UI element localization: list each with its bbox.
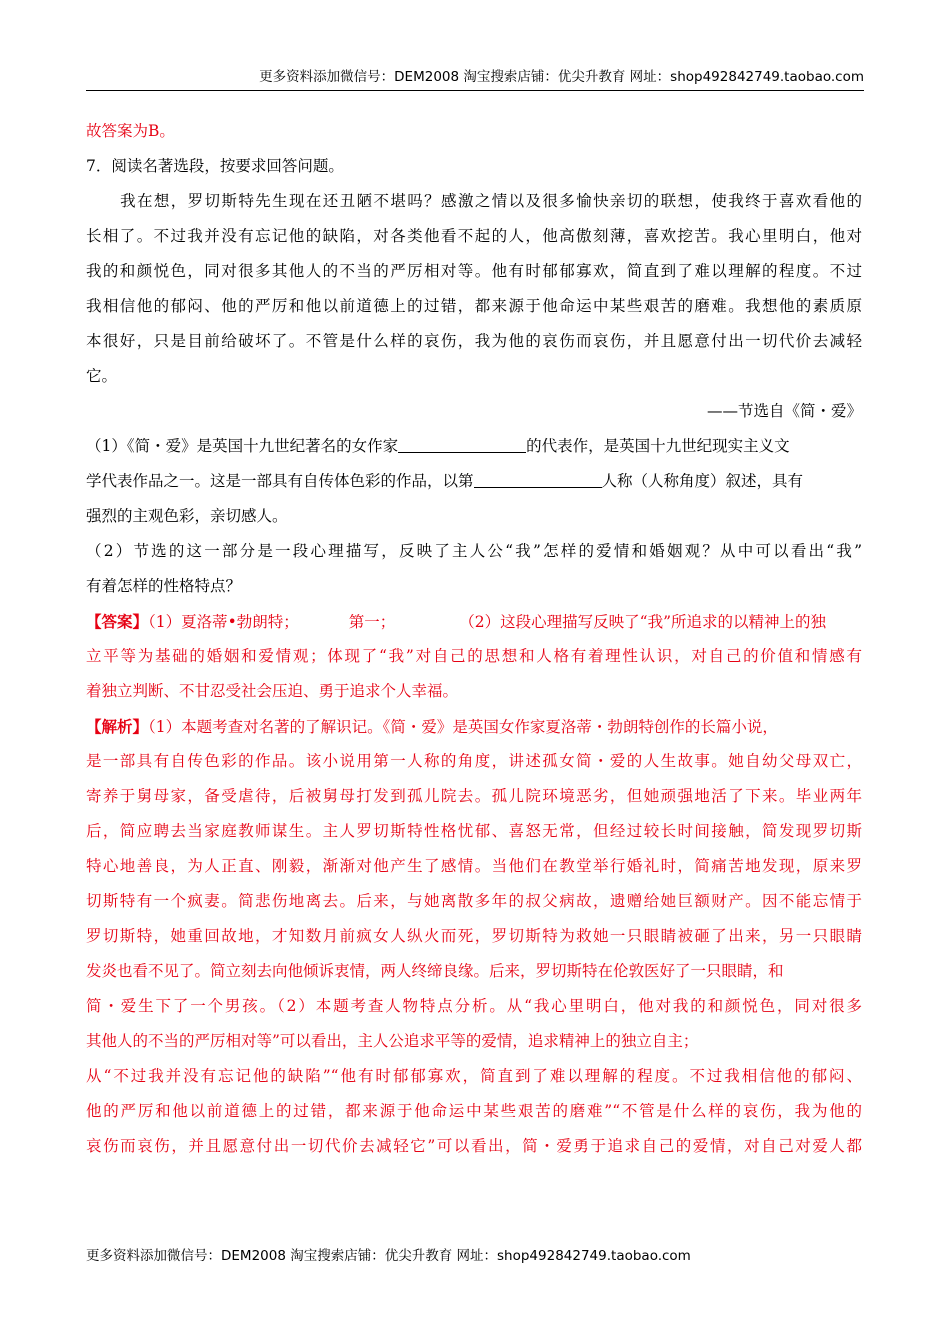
analysis-line: 是一部具有自传色彩的作品。该小说用第一人称的角度，讲述孤女简・爱的人生故事。她自幼父母双亡， (86, 752, 862, 770)
analysis-line: 其他人的不当的严厉相对等”可以看出，主人公追求平等的爱情，追求精神上的独立自主； (86, 1032, 699, 1050)
analysis-line (86, 709, 862, 744)
analysis-line: 特心地善良，为人正直、刚毅，渐渐对他产生了感情。当他们在教堂举行婚礼时，简痛苦地发现，原来罗 (86, 857, 862, 875)
passage-line: 长相了。不过我并没有忘记他的缺陷，对各类他看不起的人，他高傲刻薄，喜欢挖苦。我心里明白，他对 (86, 227, 862, 245)
passage-line: 本很好，只是目前给破坏了。不管是什么样的哀伤，我为他的哀伤而哀伤，并且愿意付出一切代价去减轻 (86, 332, 862, 350)
answer-text: 第一； (348, 613, 396, 631)
page-footer: 更多资料添加微信号：DEM2008 淘宝搜索店铺：优尖升教育 网址：shop492842749.taobao.com (86, 1248, 691, 1264)
passage-line: 它。 (86, 367, 118, 385)
analysis-line: 切斯特有一个疯妻。简悲伤地离去。后来，与她离散多年的叔父病故，遗赠给她巨额财产。因不能忘情于 (86, 892, 862, 910)
passage-source: ——节选自《简・爱》 (706, 402, 862, 420)
analysis-line: 发炎也看不见了。简立刻去向他倾诉衷情，两人终缔良缘。后来，罗切斯特在伦敦医好了一只眼睛，和 (86, 962, 784, 980)
answer-line: 立平等为基础的婚姻和爱情观；体现了“我”对自己的思想和人格有着理性认识，对自己的价值和情感有 (86, 647, 862, 665)
sub-question-2: （2）节选的这一部分是一段心理描写，反映了主人公“我”怎样的爱情和婚姻观？从中可以看出“我” (86, 542, 862, 560)
q1-text: 学代表作品之一。这是一部具有自传体色彩的作品，以第 (86, 472, 474, 490)
answer-line: 着独立判断、不甘忍受社会压迫、勇于追求个人幸福。 (86, 682, 459, 700)
answer-blank (398, 435, 526, 453)
analysis-line: 哀伤而哀伤，并且愿意付出一切代价去减轻它”可以看出，简・爱勇于追求自己的爱情，对自己对爱人都 (86, 1137, 862, 1155)
sub-question-2-cont: 有着怎样的性格特点？ (86, 577, 242, 595)
analysis-line: 罗切斯特，她重回故地，才知数月前疯女人纵火而死，罗切斯特为救她一只眼睛被砸了出来，另一只眼睛 (86, 927, 862, 945)
analysis-line: 从“不过我并没有忘记他的缺陷”“他有时郁郁寡欢，简直到了难以理解的程度。不过我相信他的郁闷、 (86, 1067, 862, 1085)
sub-question-1-cont (86, 464, 862, 499)
passage-line: 我相信他的郁闷、他的严厉和他以前道德上的过错，都来源于他命运中某些艰苦的磨难。我想他的素质原 (86, 297, 862, 315)
sub-question-1 (86, 429, 862, 464)
sub-question-1-end: 强烈的主观色彩，亲切感人。 (86, 507, 288, 525)
analysis-line: 他的严厉和他以前道德上的过错，都来源于他命运中某些艰苦的磨难”“不管是什么样的哀伤，我为他的 (86, 1102, 862, 1120)
page-content (86, 114, 862, 1164)
answer-text: （1）夏洛蒂•勃朗特； (148, 613, 299, 631)
passage-line: 我在想，罗切斯特先生现在还丑陋不堪吗？感激之情以及很多愉快亲切的联想，使我终于喜欢看他的 (120, 192, 862, 210)
analysis-line: 简・爱生下了一个男孩。（2）本题考查人物特点分析。从“我心里明白，他对我的和颜悦色，同对很多 (86, 997, 862, 1015)
passage (86, 184, 862, 394)
analysis-line: 后，简应聘去当家庭教师谋生。主人罗切斯特性格忧郁、喜怒无常，但经过较长时间接触，简发现罗切斯 (86, 822, 862, 840)
page-header: 更多资料添加微信号：DEM2008 淘宝搜索店铺：优尖升教育 网址：shop492842749.taobao.com (86, 64, 864, 91)
previous-answer: 故答案为B。 (86, 122, 175, 140)
answer-line (86, 604, 862, 639)
q1-text: （1）《简・爱》是英国十九世纪著名的女作家 (86, 437, 399, 455)
q1-text: 人称（人称角度）叙述，具有 (601, 472, 804, 490)
analysis-line: 寄养于舅母家，备受虐待，后被舅母打发到孤儿院去。孤儿院环境恶劣，但她顽强地活了下来。毕业两年 (86, 787, 862, 805)
passage-line: 我的和颜悦色，同对很多其他人的不当的严厉相对等。他有时郁郁寡欢，简直到了难以理解的程度。不过 (86, 262, 862, 280)
answer-text: （2）这段心理描写反映了“我”所追求的以精神上的独 (459, 613, 827, 631)
analysis-text: （1）本题考查对名著的了解识记。《简・爱》是英国女作家夏洛蒂・勃朗特创作的长篇小说， (148, 718, 778, 736)
question-title: 7．阅读名著选段，按要求回答问题。 (86, 157, 344, 175)
answer-label: 【答案】 (86, 612, 149, 631)
answer-blank (474, 470, 602, 488)
analysis-label: 【解析】 (86, 717, 149, 736)
q1-text: 的代表作，是英国十九世纪现实主义文 (526, 437, 790, 455)
